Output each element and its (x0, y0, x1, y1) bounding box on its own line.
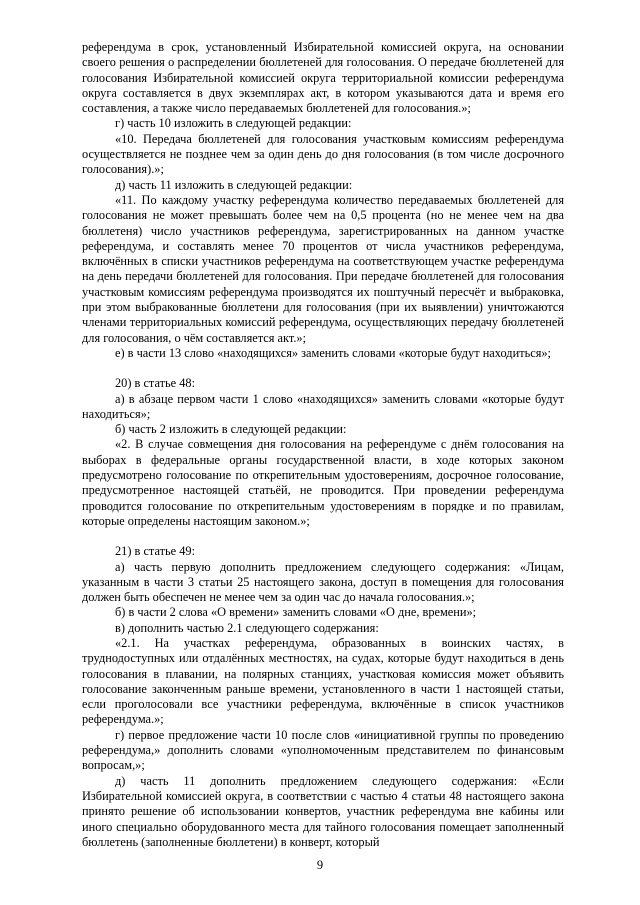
paragraph: в) дополнить частью 2.1 следующего содержания: (115, 620, 379, 635)
page-number: 9 (316, 858, 324, 872)
paragraph: е) в части 13 слово «находящихся» заменить словами «которые будут находиться»; (115, 345, 551, 360)
paragraph: б) часть 2 изложить в следующей редакции: (115, 422, 347, 437)
paragraph: а) в абзаце первом части 1 слово «находящихся» заменить словами «которые будут находиться»; (82, 391, 564, 421)
paragraph: «11. По каждому участку референдума количество передаваемых бюллетеней для голосования не может превышать более чем на 0,5 процента (но не менее чем на два бюллетеня) число участников референдума, зарегистрированных на данном участке референдума, и составлять менее 70 процентов от числа участников референдума, включённых в списки участников референдума на соответствующем участке референдума на день передачи бюллетеней для голосования. При передаче бюллетеней для голосования участковым комиссиям референдума производятся их поштучный пересчёт и выбраковка, при этом выбракованные бюллетени для голосования (при их выявлении) уничтожаются членами территориальных комиссий референдума, осуществляющих передачу бюллетеней для голосования, о чём составляется акт.»; (82, 192, 564, 345)
paragraph: 21) в статье 49: (115, 544, 195, 559)
paragraph: 20) в статье 48: (115, 376, 195, 391)
paragraph-spacer (82, 361, 564, 376)
paragraph-spacer (82, 529, 564, 544)
paragraph: г) часть 10 изложить в следующей редакции: (115, 116, 352, 131)
paragraph: а) часть первую дополнить предложением следующего содержания: «Лицам, указанным в части 3 статьи 25 настоящего закона, доступ в помещения для голосования должен быть обеспечен не менее чем за один час до начала голосования.»; (82, 559, 564, 605)
paragraph: «10. Передача бюллетеней для голосования участковым комиссиям референдума осуществляется не позднее чем за один день до дня голосования (в том числе досрочного голосования).»; (82, 131, 564, 177)
paragraph: «2. В случае совмещения дня голосования на референдуме с днём голосования на выборах в федеральные органы государственной власти, в ходе которых законом предусмотрено голосование по открепительным удостоверениям, досрочное голосование, предусмотренное настоящей статьёй, не проводится. При проведении референдума проводится голосование по открепительным удостоверениям в порядке и по правилам, которые определены настоящим законом.»; (82, 437, 564, 528)
paragraph: д) часть 11 дополнить предложением следующего содержания: «Если Избирательной комиссией округа, в соответствии с частью 4 статьи 48 настоящего закона принято решение об использовании конвертов, участник референдума вне кабины или иного специально оборудованного места для тайного голосования помещает заполненный бюллетень (заполненные бюллетени) в конверт, который (82, 773, 564, 849)
paragraph: д) часть 11 изложить в следующей редакции: (115, 177, 353, 192)
paragraph: референдума в срок, установленный Избирательной комиссией округа, на основании своего решения о распределении бюллетеней для голосования. О передаче бюллетеней для голосования Избирательной комиссией округа территориальной комиссии референдума округа составляется в двух экземплярах акт, в котором указываются дата и время его составления, а также число передаваемых бюллетеней для голосования.»; (82, 40, 564, 116)
document-body (82, 40, 564, 850)
paragraph: б) в части 2 слова «О времени» заменить словами «О дне, времени»; (115, 605, 477, 620)
paragraph: «2.1. На участках референдума, образованных в воинских частях, в труднодоступных или отдалённых местностях, на судах, которые будут находиться в день голосования в плавании, на полярных станциях, участковая комиссия может объявить голосование законченным раньше времени, установленного в части 1 настоящей статьи, если проголосовали все участники референдума, включённые в список участников референдума.»; (82, 635, 564, 727)
paragraph: г) первое предложение части 10 после слов «инициативной группы по проведению референдума,» дополнить словами «уполномоченным представителем по финансовым вопросам,»; (82, 727, 564, 773)
